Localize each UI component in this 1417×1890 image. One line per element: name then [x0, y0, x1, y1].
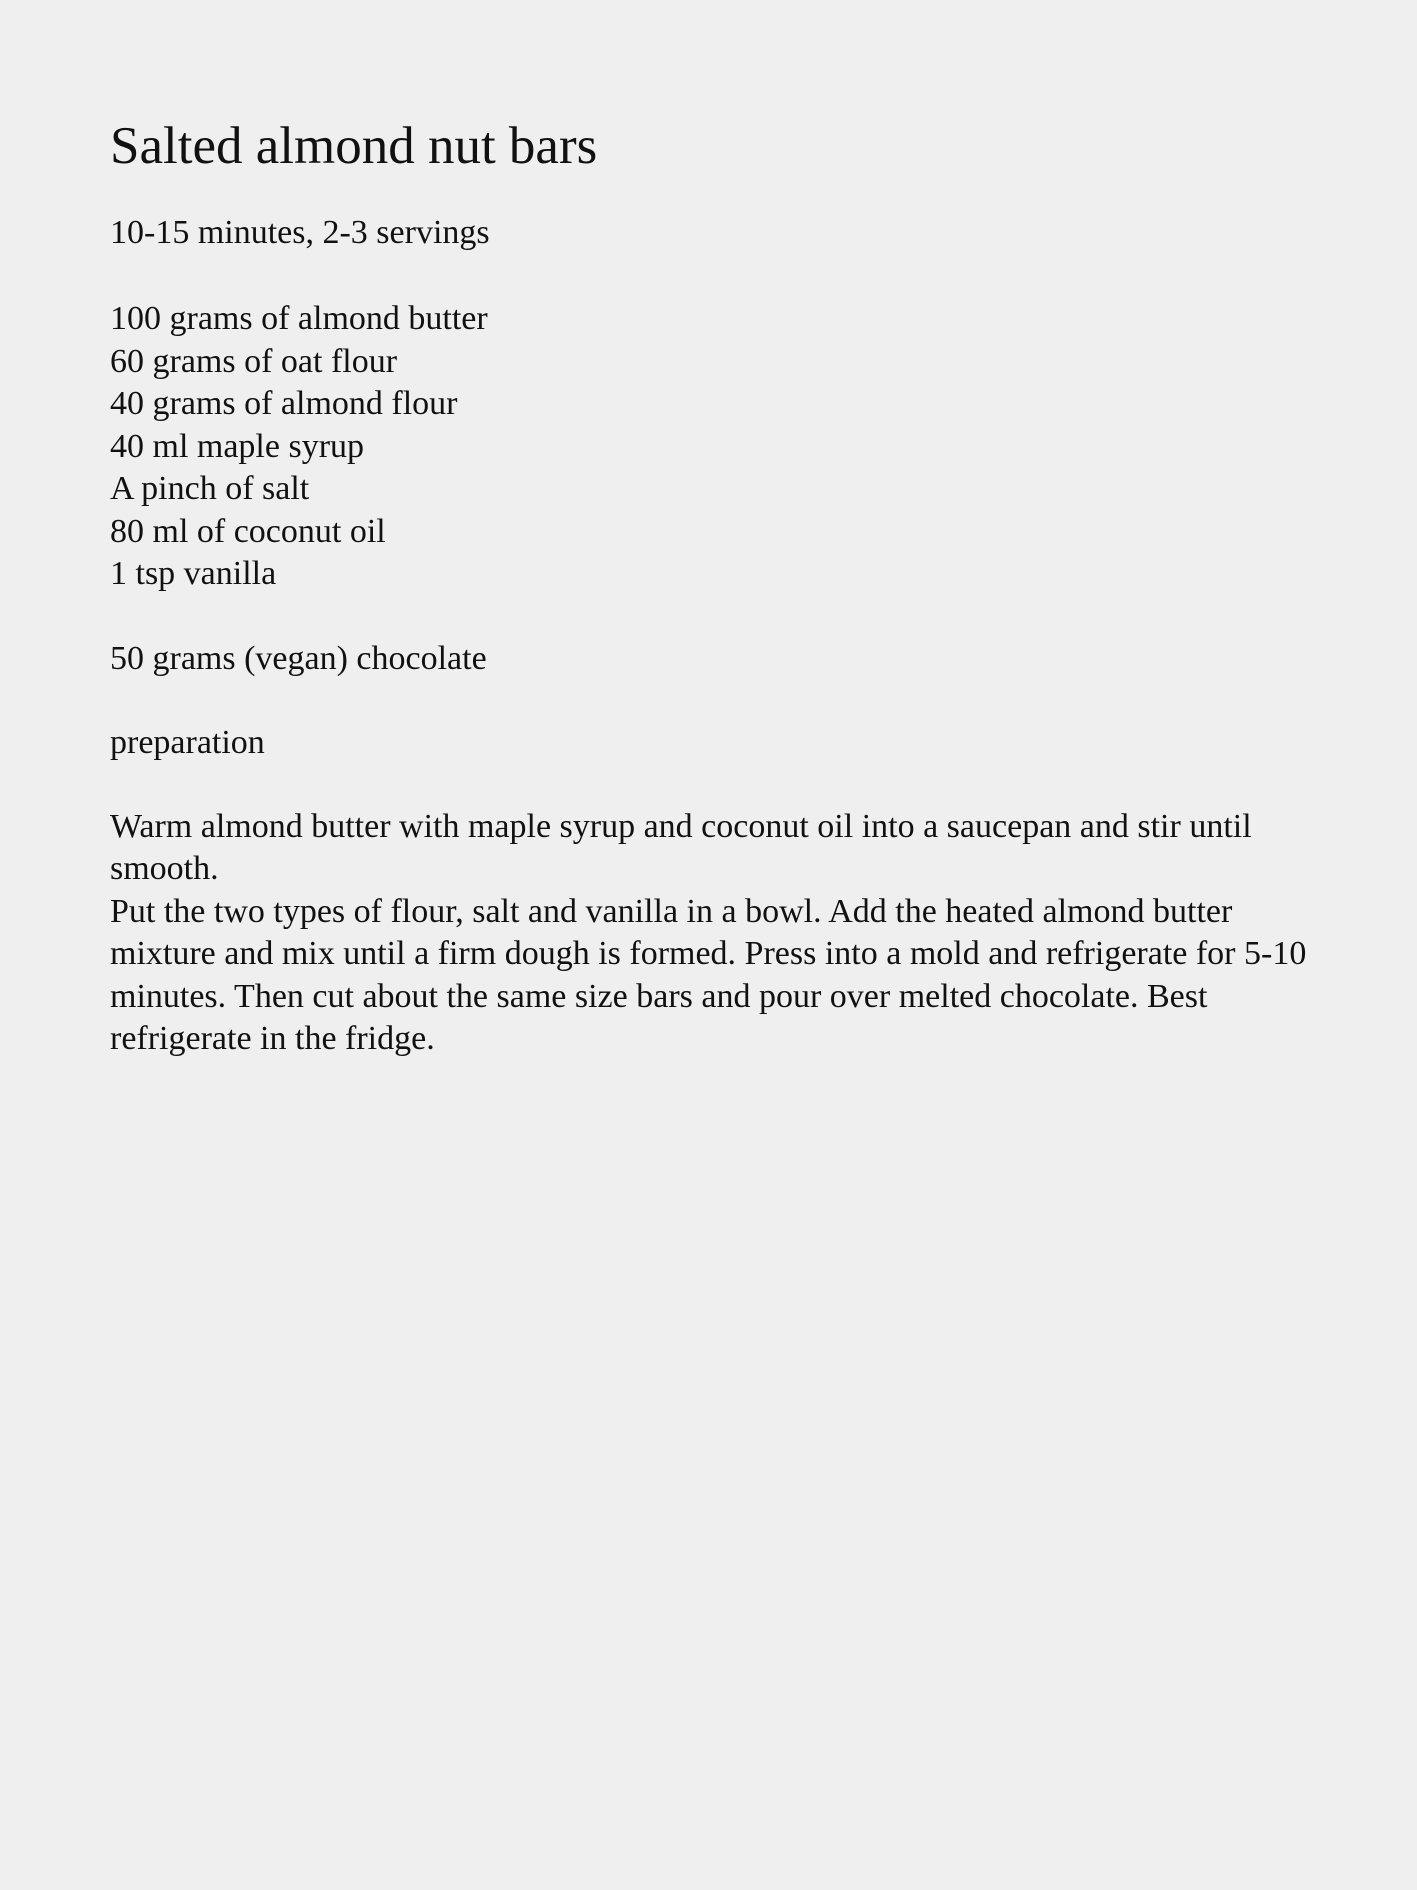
ingredient-list: [110, 298, 1340, 596]
recipe-page: [110, 110, 1340, 1061]
recipe-meta: 10-15 minutes, 2-3 servings: [110, 214, 490, 251]
preparation-heading: preparation: [110, 723, 265, 761]
ingredient-item: 40 ml maple syrup: [110, 427, 365, 465]
ingredient-item: 40 grams of almond flour: [110, 385, 458, 422]
chocolate-ingredient: 50 grams (vegan) chocolate: [110, 639, 487, 677]
ingredient-item: 60 grams of oat flour: [110, 342, 398, 380]
preparation-steps: [110, 806, 1340, 1061]
ingredient-item: A pinch of salt: [110, 470, 310, 507]
ingredient-item: 80 ml of coconut oil: [110, 512, 386, 550]
preparation-step: Warm almond butter with maple syrup and coconut oil into a saucepan and stir until smooth.: [110, 807, 1252, 887]
preparation-step: Put the two types of flour, salt and vanilla in a bowl. Add the heated almond butter mixture and mix until a firm dough is formed. Press into a mold and refrigerate for 5-10 minutes. Then cut about the same size bars and pour over melted chocolate. Best refrigerate in the fridge.: [110, 892, 1307, 1057]
recipe-title: Salted almond nut bars: [110, 117, 598, 175]
ingredient-item: 1 tsp vanilla: [110, 555, 277, 592]
ingredient-item: 100 grams of almond butter: [110, 300, 488, 337]
